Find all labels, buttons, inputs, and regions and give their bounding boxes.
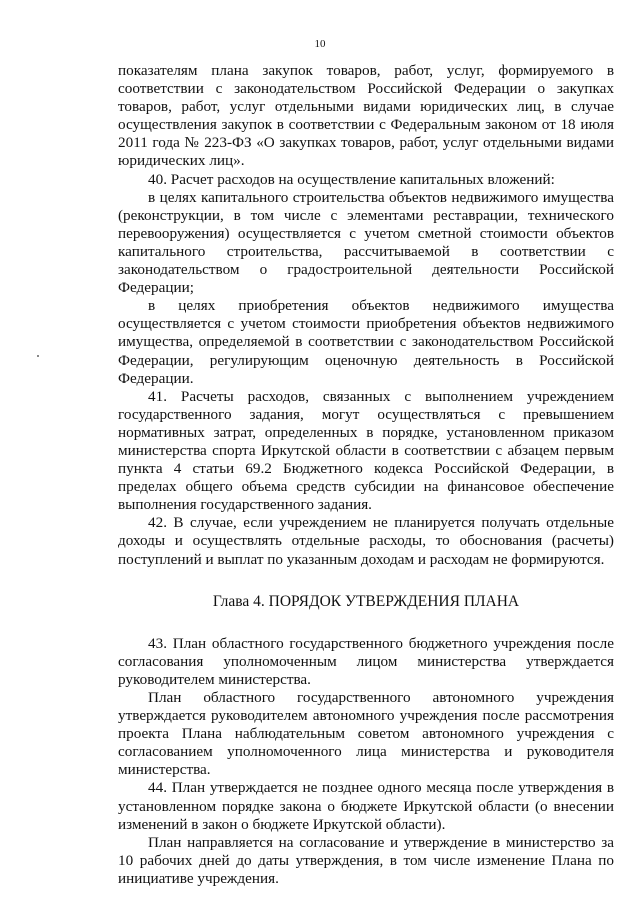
document-body	[118, 62, 614, 888]
chapter-heading: Глава 4. ПОРЯДОК УТВЕРЖДЕНИЯ ПЛАНА	[212, 592, 520, 610]
paragraph-40-real-estate: в целях приобретения объектов недвижимого имущества осуществляется с учетом стоимости приобретения объектов недвижимого имущества, определяемой в соответствии с законодательством Российской Федерации, регулирующим оценочную деятельность в Российской Федерации.	[118, 297, 614, 387]
paragraph-44-submission: План направляется на согласование и утверждение в министерство за 10 рабочих дней до даты утверждения, в том числе изменение Плана по инициативе учреждения.	[118, 833, 614, 887]
paragraph-43-autonomous: План областного государственного автономного учреждения утверждается руководителем автономного учреждения после рассмотрения проекта Плана наблюдательным советом автономного учреждения с согласованием уполномоченного лица министерства и руководителя министерства.	[118, 689, 614, 779]
paragraph-40-capital-construction: в целях капитального строительства объектов недвижимого имущества (реконструкции, в том числе с элементами реставрации, технического перевооружения) осуществляется с учетом сметной стоимости объектов капитального строительства, рассчитываемой в соответствии с законодательством о градостроительной деятельности Российской Федерации;	[118, 188, 614, 297]
paragraph-42: 42. В случае, если учреждением не планируется получать отдельные доходы и осуществлять отдельные расходы, то обоснования (расчеты) поступлений и выплат по указанным доходам и расходам не формируются.	[118, 514, 614, 568]
paragraph-40: 40. Расчет расходов на осуществление капитальных вложений:	[148, 170, 555, 188]
paragraph-44: 44. План утверждается не позднее одного месяца после утверждения в установленном порядке закона о бюджете Иркутской области (о внесении изменений в закон о бюджете Иркутской области).	[118, 779, 614, 833]
paragraph-43: 43. План областного государственного бюджетного учреждения после согласования уполномоченным лицом министерства утверждается руководителем министерства.	[118, 634, 614, 688]
margin-dot	[37, 355, 39, 357]
page-number: 10	[314, 38, 326, 50]
paragraph-continuation: показателям плана закупок товаров, работ, услуг, формируемого в соответствии с законодательством Российской Федерации о закупках товаров, работ, услуг отдельными видами юридических лиц, в случае осуществления закупок в соответствии с Федеральным законом от 18 июля 2011 года № 223-ФЗ «О закупках товаров, работ, услуг отдельными видами юридических лиц».	[118, 62, 614, 170]
paragraph-41: 41. Расчеты расходов, связанных с выполнением учреждением государственного задания, могут осуществляться с превышением нормативных затрат, определенных в порядке, установленном приказом министерства спорта Иркутской области в соответствии с абзацем первым пункта 4 статьи 69.2 Бюджетного кодекса Российской Федерации, в пределах общего объема средств субсидии на финансовое обеспечение выполнения государственного задания.	[118, 387, 614, 514]
